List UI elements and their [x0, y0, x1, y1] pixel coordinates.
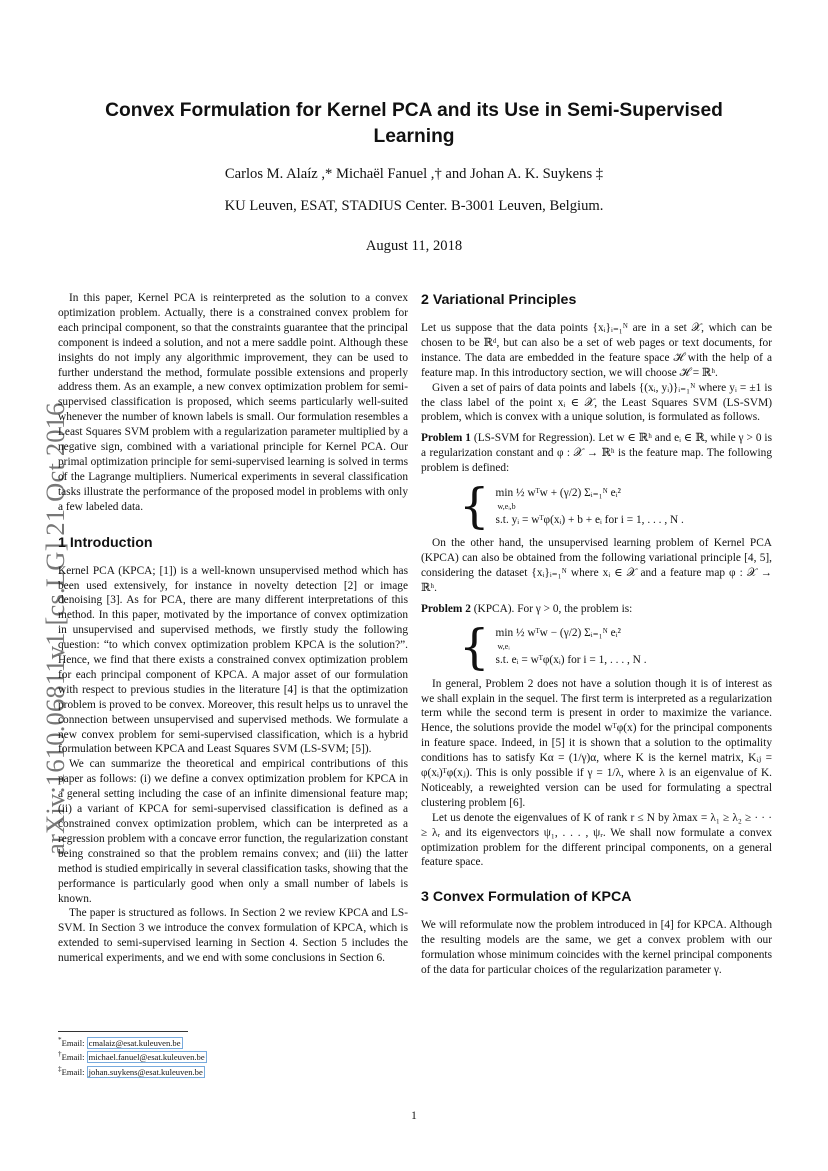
sec2-paragraph-2: Given a set of pairs of data points and labels {(xᵢ, yᵢ)}ᵢ₌₁ᴺ where yᵢ = ±1 is the class label of the point xᵢ ∈ 𝒳, the Least Squares SVM (LS-SVM) problem, which is convex with a unique solution, is formulated as follows. [421, 381, 772, 424]
arxiv-stamp [22, 355, 70, 855]
sec2-paragraph-4: In general, Problem 2 does not have a solution though it is of interest as we shall explain in the sequel. The first term is interpreted as a regularization term while the second term is present in order to maximize the variance. Hence, the solutions provide the model wᵀφ(x) for the principal components in feature space. Indeed, in [5] it is shown that a solution to the optimality conditions has to satisfy Kα = (1/γ)α, where K is the kernel matrix, Kᵢⱼ = φ(xᵢ)ᵀφ(xⱼ). This is only possible if γ = 1/λ, where λ is an eigenvalue of K. Noticeably, a reweighted version can be used for formulating a spectral clustering problem [6]. [421, 677, 772, 809]
sec2-paragraph-1: Let us suppose that the data points {xᵢ}ᵢ₌₁ᴺ are in a set 𝒳, which can be chosen to be ℝᵈ, but can also be a set of web pages or text documents, for instance. The data are embedded in the feature space ℋ with the help of a feature map. In this introductory section, we will choose ℋ = ℝʰ. [421, 322, 772, 379]
sec2-paragraph-3: On the other hand, the unsupervised learning problem of Kernel PCA (KPCA) can also be obtained from the following variational principle [4, 5], considering the dataset {xᵢ}ᵢ₌₁ᴺ where xᵢ ∈ 𝒳 and a feature map φ : 𝒳 → ℝʰ. [421, 537, 772, 594]
equation-2-subscript: w,eᵢ [497, 642, 510, 652]
paper-affiliation: KU Leuven, ESAT, STADIUS Center. B-3001 Leuven, Belgium. [224, 198, 604, 214]
problem-1-label: Problem 1 [421, 432, 471, 445]
equation-2-constraint: s.t. eᵢ = wᵀφ(xᵢ) for i = 1, . . . , N . [495, 654, 647, 667]
equation-1-constraint: s.t. yᵢ = wᵀφ(xᵢ) + b + eᵢ for i = 1, . . . , N . [495, 513, 684, 526]
abstract: In this paper, Kernel PCA is reinterpreted as the solution to a convex optimization problem. Actually, there is a constrained convex problem for each principal component, so that the constraints guarantee that the principal component is indeed a solution, and not a mere saddle point. Although these insights do not imply any algorithmic improvement, they can be used to further understand the method, formulate possible extensions and properly address them. As an example, a new convex optimization problem for semi-supervised classification is proposed, which seems particularly well-suited whenever the number of known labels is small. Our formulation resembles a Least Squares SVM problem with a regularization parameter multiplied by a negative sign, combined with a variational principle for Kernel PCA. Our primal optimization principle for semi-supervised learning is solved in terms of the Lagrange multipliers. Numerical experiments in several classification tasks illustrate the performance of the proposed model in problems with only a few labeled data. [58, 292, 408, 513]
paper-authors: Carlos M. Alaíz ,* Michaël Fanuel ,† and Johan A. K. Suykens ‡ [224, 166, 604, 182]
footnote-rule [58, 1031, 188, 1032]
footnotes [58, 1031, 408, 1078]
arxiv-stamp-text: arXiv:1610.06811v1 [cs.LG] 21 Oct 2016 [40, 402, 70, 855]
intro-paragraph-1: Kernel PCA (KPCA; [1]) is a well-known unsupervised method which has been used extensively, for instance in novelty detection [2] or image denoising [3]. As for PCA, there are many different interpretations of this method. In this paper, motivated by the importance of convex optimization in unsupervised and supervised methods, we firstly study the following question: “to which convex optimization problem KPCA is the solution?”. Hence, we find that there exists a constrained convex optimization problem for each principal component of KPCA. A major asset of our formulation with respect to previous studies in the literature [4] is that the optimization problem is proved to be convex. Moreover, this result helps us to unravel the connection between unsupervised and supervised methods. We formulate a new convex problem for semi-supervised classification, which is a hybrid formulation between KPCA and Least Squares SVM (LS-SVM; [5]). [58, 564, 408, 756]
intro-paragraph-3: The paper is structured as follows. In Section 2 we review KPCA and LS-SVM. In Section 3 we introduce the convex formulation of KPCA, which is extended to semi-supervised learning in Section 4. Section 5 includes the numerical experiments, and we end with some conclusions in Section 6. [58, 907, 408, 965]
email-link-1[interactable]: cmalaiz@esat.kuleuven.be [88, 1037, 181, 1048]
equation-2 [459, 618, 772, 675]
footnote-1: *Email: cmalaiz@esat.kuleuven.be [58, 1036, 181, 1048]
problem-2 [421, 602, 772, 617]
problem-1-text: (LS-SVM for Regression). Let w ∈ ℝʰ and eᵢ ∈ ℝ, while γ > 0 is a regularization constant and φ : 𝒳 → ℝʰ is the feature map. The following problem is defined: [421, 432, 772, 475]
equation-1-subscript: w,eᵢ,b [497, 501, 516, 511]
intro-paragraph-2: We can summarize the theoretical and empirical contributions of this paper as follows: (i) we define a convex optimization problem for KPCA in a general setting including the case of an infinite dimensional feature map; (ii) a variant of KPCA for semi-supervised classification is defined as a constrained convex optimization problem, which can be interpreted as a regression problem with a concave error function, the regularization constant being constrained so that the problem remains convex; and (iii) the latter method is studied empirically in several classification tasks, showing that the performance is particularly good when only a small number of labels is known. [58, 758, 409, 905]
problem-2-text: (KPCA). For γ > 0, the problem is: [470, 602, 633, 615]
email-link-3[interactable]: johan.suykens@esat.kuleuven.be [88, 1066, 203, 1077]
equation-1 [459, 478, 772, 535]
equation-2-brace: { [459, 618, 490, 675]
sec3-paragraph-1: We will reformulate now the problem introduced in [4] for KPCA. Although the resulting models are the same, we get a convex problem with our formulation whose minimum coincides with the kernel principal components of the data for particular choices of the regularization parameter γ. [421, 919, 772, 977]
section-3-heading: 3 Convex Formulation of KPCA [421, 889, 632, 906]
sec2-paragraph-5: Let us denote the eigenvalues of K of rank r ≤ N by λmax = λ₁ ≥ λ₂ ≥ · · · ≥ λᵣ and its eigenvectors ψ₁, . . . , ψᵣ. We shall now formulate a convex optimization problem for the different principal components, on a general feature space. [421, 811, 772, 869]
equation-2-objective: min ½ wᵀw − (γ/2) Σᵢ₌₁ᴺ eᵢ² [495, 627, 621, 640]
footnote-3: ‡Email: johan.suykens@esat.kuleuven.be [58, 1064, 203, 1077]
paper-date: August 11, 2018 [365, 238, 463, 254]
section-1-heading: 1 Introduction [58, 534, 153, 551]
page-number: 1 [411, 1110, 417, 1122]
left-column [58, 291, 408, 966]
right-column [421, 291, 772, 978]
equation-1-objective: min ½ wᵀw + (γ/2) Σᵢ₌₁ᴺ eᵢ² [495, 486, 621, 499]
equation-1-brace: { [459, 478, 490, 535]
footnote-2: †Email: michael.fanuel@esat.kuleuven.be [58, 1050, 205, 1063]
problem-1 [421, 431, 772, 476]
email-link-2[interactable]: michael.fanuel@esat.kuleuven.be [88, 1052, 205, 1063]
paper-title: Convex Formulation for Kernel PCA and its Use in Semi-Supervised Learning [105, 100, 723, 147]
problem-2-label: Problem 2 [421, 602, 471, 615]
section-2-heading: 2 Variational Principles [421, 292, 577, 308]
